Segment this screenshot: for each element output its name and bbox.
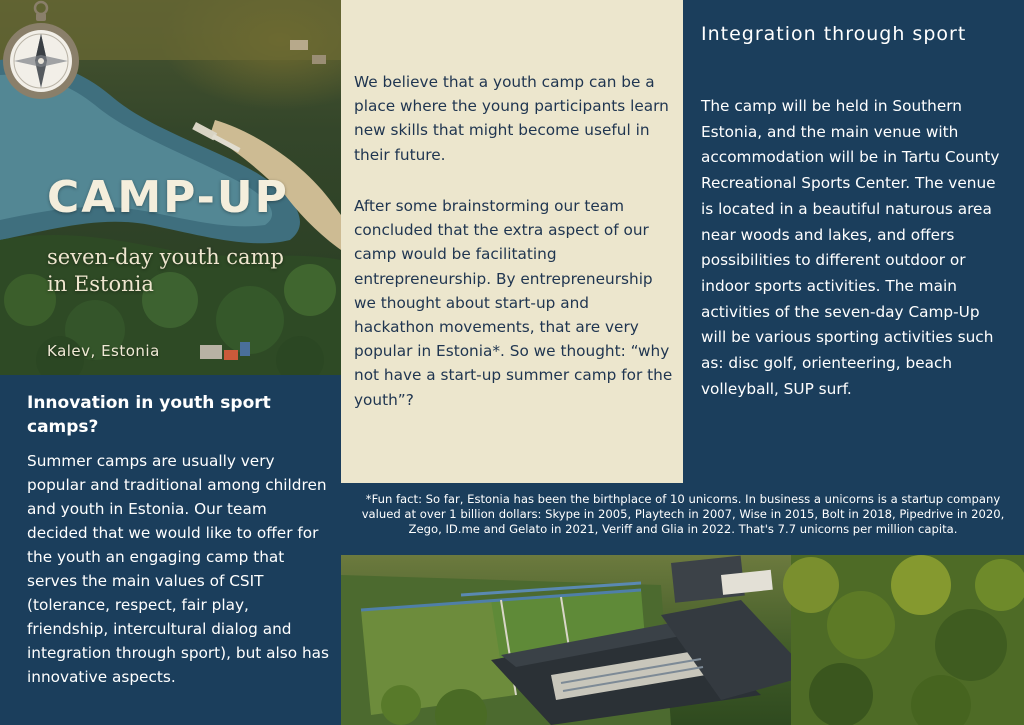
integration-heading: Integration through sport [701, 23, 967, 45]
mission-section [341, 0, 683, 483]
mission-paragraph-1: We believe that a youth camp can be a place where the young participants learn new skills that might become useful in their future. [354, 73, 669, 164]
integration-body: The camp will be held in Southern Estonia, and the main venue with accommodation will be in Tartu County Recreational Sports Center. The venue is located in a beautiful naturous area near woods and lakes, and offers possibilities to different outdoor or indoor sports activities. The main activities of the seven-day Camp-Up will be various sporting activities such as: disc golf, orienteering, beach volleyball, SUP surf. [701, 97, 1000, 398]
sports-center-aerial-photo [341, 555, 1024, 725]
compass-icon [0, 0, 82, 106]
fun-fact-strip [341, 483, 1024, 555]
innovation-section [0, 375, 341, 725]
sports-center-scenery [341, 555, 1024, 725]
fun-fact-text: *Fun fact: So far, Estonia has been the birthplace of 10 unicorns. In business a unicorns is a startup company valued at over 1 billion dollars: Skype in 2005, Playtech in 2007, Wise in 2015, Bolt in 2018, Pipedrive in 2020, Zego, ID.me and Gelato in 2021, Veriff and Glia in 2022. That's 7.7 unicorns per million capita. [361, 492, 1005, 536]
mission-paragraph-2: After some brainstorming our team concluded that the extra aspect of our camp would be facilitating entrepreneurship. By entrepreneurship we thought about start-up and hackathon movements, that are very popular in Estonia*. So we thought: “why not have a start-up summer camp for the youth”? [354, 197, 673, 409]
lake-aerial-photo [0, 0, 341, 375]
innovation-body: Summer camps are usually very popular and traditional among children and youth in Estonia. Our team decided that we would like to offer for the youth an engaging camp that serves the main values of CSIT (tolerance, respect, fair play, friendship, intercultural dialog and integration through sport), but also has innovative aspects. [27, 452, 329, 686]
camp-location: Kalev, Estonia [47, 342, 160, 360]
camp-subtitle: seven-day youth camp in Estonia [47, 245, 284, 296]
integration-section [683, 0, 1024, 483]
innovation-heading: Innovation in youth sport camps? [27, 393, 271, 437]
camp-title: CAMP-UP [47, 172, 289, 223]
